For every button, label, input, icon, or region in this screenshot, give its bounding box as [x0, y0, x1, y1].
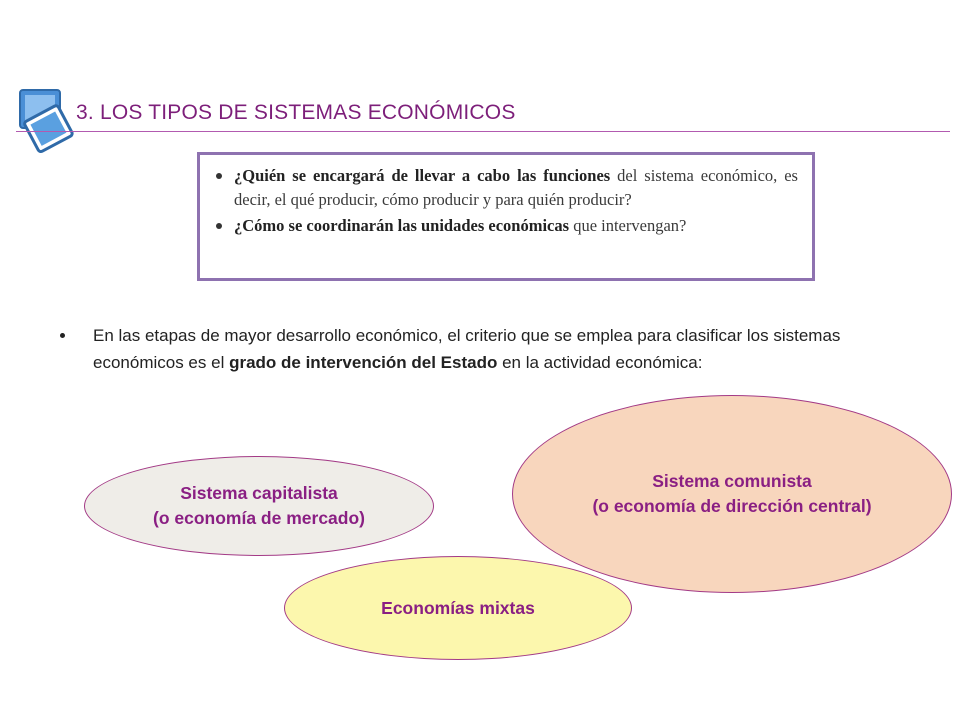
ellipse-comunista-line1: Sistema comunista [652, 471, 812, 491]
bullet-icon [216, 173, 222, 179]
ellipse-comunista [512, 395, 952, 593]
page-title: 3. LOS TIPOS DE SISTEMAS ECONÓMICOS [76, 101, 516, 124]
title-divider [16, 131, 950, 132]
ellipse-mixtas [284, 556, 632, 660]
question-text: que intervengan? [569, 216, 687, 235]
bullet-icon [216, 223, 222, 229]
bullet-icon [60, 333, 65, 338]
paragraph-before: En las etapas de mayor desarrollo económico, el criterio que se emplea para clasificar los sistemas económicos es el [93, 326, 841, 372]
overlapping-windows-icon [14, 86, 74, 156]
questions-box [197, 152, 815, 281]
criterion-paragraph [60, 322, 890, 376]
ellipse-capitalista [84, 456, 434, 556]
question-text: del sistema económico, es decir, el qué producir, cómo producir y para quién producir? [234, 166, 798, 209]
ellipse-mixtas-line1: Economías mixtas [381, 597, 535, 618]
ellipse-comunista-line2: (o economía de dirección central) [592, 496, 872, 516]
ellipse-capitalista-line1: Sistema capitalista [180, 483, 338, 503]
paragraph-text [93, 322, 890, 376]
question-bold: ¿Quién se encargará de llevar a cabo las funciones [234, 166, 611, 185]
ellipse-capitalista-line2: (o economía de mercado) [153, 508, 365, 528]
paragraph-bold: grado de intervención del Estado [229, 353, 498, 372]
questions-list [212, 164, 798, 238]
question-item [212, 164, 798, 212]
question-item [212, 214, 798, 238]
question-bold: ¿Cómo se coordinarán las unidades económicas [234, 216, 570, 235]
paragraph-after: en la actividad económica: [497, 353, 703, 372]
